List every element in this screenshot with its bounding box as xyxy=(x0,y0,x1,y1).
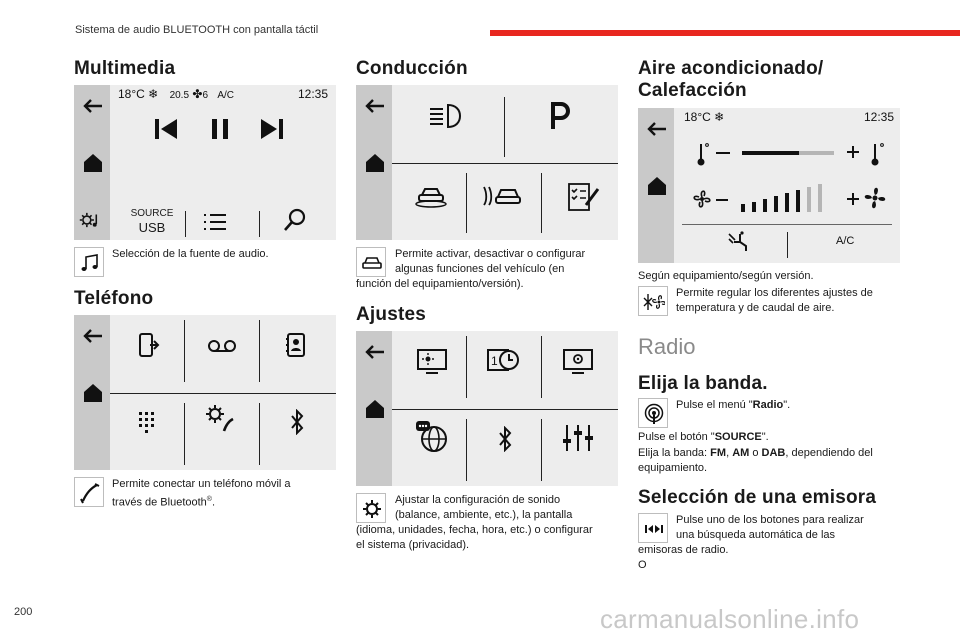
bluetooth-icon[interactable] xyxy=(497,426,513,452)
aire-screen xyxy=(638,108,900,263)
emisora-title: Selección de una emisora xyxy=(638,487,877,508)
home-icon[interactable] xyxy=(82,381,104,403)
aire-note: Según equipamiento/según versión. xyxy=(638,270,814,282)
home-icon[interactable] xyxy=(364,397,386,419)
snowflake-icon: ❄ xyxy=(148,87,159,101)
fan-bar-inactive xyxy=(818,184,822,212)
emisora-desc-line1: Pulse uno de los botones para realizar xyxy=(676,514,864,526)
band-fm: FM xyxy=(710,447,727,459)
fan-bar xyxy=(763,199,767,212)
seat-airflow-icon[interactable] xyxy=(726,231,750,253)
fan-bar xyxy=(741,204,745,212)
aire-desc-line2: temperatura y de caudal de aire. xyxy=(676,302,835,314)
fan-low-icon xyxy=(690,188,714,210)
status-temp: 18°C xyxy=(118,87,145,101)
phone-settings-icon[interactable] xyxy=(204,403,236,435)
fan-increase-button[interactable] xyxy=(846,192,860,206)
gear-icon-box xyxy=(356,493,386,523)
temp-increase-button[interactable] xyxy=(846,145,860,159)
snowflake-icon: ❄ xyxy=(714,110,725,124)
climate-fan-icon xyxy=(643,291,665,313)
settings-music-icon[interactable] xyxy=(79,209,101,231)
section-title-conduccion: Conducción xyxy=(356,58,468,79)
next-track-icon[interactable] xyxy=(258,115,286,143)
temperature-fill xyxy=(742,151,799,155)
radio-menu-name: Radio xyxy=(752,399,784,411)
conduccion-desc-line3: función del equipamiento/versión). xyxy=(356,278,524,290)
band-am: AM xyxy=(732,447,750,459)
conduccion-desc-line2: algunas funciones del vehículo (en xyxy=(395,263,565,275)
conduccion-desc-line1: Permite activar, desactivar o configurar xyxy=(395,248,586,260)
ajustes-screen xyxy=(356,331,618,486)
fan-icon: ✤ xyxy=(192,87,203,101)
previous-track-icon[interactable] xyxy=(152,115,180,143)
back-arrow-icon[interactable] xyxy=(646,118,668,140)
status-temp2: 20.5 xyxy=(169,90,190,101)
checklist-wrench-icon[interactable] xyxy=(566,181,600,213)
status-ac: A/C xyxy=(217,90,235,101)
car-icon-box xyxy=(356,247,386,277)
phone-transfer-icon[interactable] xyxy=(136,332,160,358)
thermometer-low-icon xyxy=(696,141,710,167)
display-brightness-icon[interactable] xyxy=(416,348,448,376)
emisora-desc-line3: emisoras de radio. xyxy=(638,544,729,556)
fan-bar xyxy=(752,202,756,212)
conduccion-screen xyxy=(356,85,618,240)
ajustes-desc-line1: Ajustar la configuración de sonido xyxy=(395,494,561,506)
thermometer-high-icon xyxy=(870,141,886,167)
source-button-name: SOURCE xyxy=(714,431,762,443)
contacts-icon[interactable] xyxy=(284,332,308,358)
section-title-calefaccion: Calefacción xyxy=(638,80,747,101)
language-globe-icon[interactable] xyxy=(416,421,448,453)
radio-icon-box xyxy=(638,398,668,428)
emisora-desc-line4: O xyxy=(638,559,647,571)
telefono-desc-line2: través de Bluetooth xyxy=(112,496,207,509)
music-note-icon xyxy=(79,252,101,274)
source-label: SOURCE xyxy=(130,208,174,219)
status-fan: 6 xyxy=(202,90,208,101)
radio-signal-icon xyxy=(643,403,665,425)
headlight-icon[interactable] xyxy=(428,101,464,131)
emisora-desc-line2: una búsqueda automática de las xyxy=(676,529,836,541)
fan-decrease-button[interactable] xyxy=(716,199,728,201)
home-icon[interactable] xyxy=(364,151,386,173)
home-icon[interactable] xyxy=(646,174,668,196)
fan-high-icon xyxy=(861,184,889,212)
fan-bar-inactive xyxy=(807,187,811,212)
back-arrow-icon[interactable] xyxy=(82,95,104,117)
aire-desc-line1: Permite regular los diferentes ajustes de xyxy=(676,287,873,299)
ajustes-desc-line4: el sistema (privacidad). xyxy=(356,539,470,551)
phone-icon-box xyxy=(74,477,104,507)
date-time-icon[interactable] xyxy=(486,346,522,376)
keypad-icon[interactable] xyxy=(137,410,157,436)
telefono-screen xyxy=(74,315,336,470)
display-settings-icon[interactable] xyxy=(562,348,594,376)
temperature-track[interactable] xyxy=(742,151,834,155)
parking-icon[interactable] xyxy=(549,101,571,131)
fan-bar xyxy=(785,193,789,212)
home-icon[interactable] xyxy=(82,151,104,173)
banda-title: Elija la banda. xyxy=(638,373,768,394)
watermark: carmanualsonline.info xyxy=(600,604,860,634)
equalizer-icon[interactable] xyxy=(562,423,594,453)
phone-handset-icon xyxy=(79,482,101,504)
back-arrow-icon[interactable] xyxy=(364,341,386,363)
gear-icon xyxy=(361,498,383,520)
voicemail-icon[interactable] xyxy=(207,339,237,353)
status-time: 12:35 xyxy=(298,87,329,101)
temp-decrease-button[interactable] xyxy=(716,152,730,154)
section-title-telefono: Teléfono xyxy=(74,288,154,309)
source-button[interactable] xyxy=(126,208,178,235)
fan-bar xyxy=(796,190,800,212)
telefono-desc-line1: Permite conectar un teléfono móvil a xyxy=(112,478,291,490)
multimedia-description: Selección de la fuente de audio. xyxy=(112,248,269,260)
section-title-aire: Aire acondicionado/ xyxy=(638,58,824,79)
page-number: 200 xyxy=(14,606,33,618)
seek-icon-box xyxy=(638,513,668,543)
ajustes-desc-line2: (balance, ambiente, etc.), la pantalla xyxy=(395,509,573,521)
climate-icon-box xyxy=(638,286,668,316)
status-time: 12:35 xyxy=(864,110,895,124)
vehicle-top-icon[interactable] xyxy=(414,183,448,209)
section-title-multimedia: Multimedia xyxy=(74,58,176,79)
source-value: USB xyxy=(138,220,166,235)
ac-button[interactable]: A/C xyxy=(836,235,855,247)
list-icon[interactable] xyxy=(202,212,228,232)
fan-bar xyxy=(774,196,778,212)
page-header-title: Sistema de audio BLUETOOTH con pantalla táctil xyxy=(75,24,319,36)
parking-assist-icon[interactable] xyxy=(482,185,522,207)
bluetooth-icon[interactable] xyxy=(289,409,305,435)
section-title-radio: Radio xyxy=(638,334,696,359)
pause-icon[interactable] xyxy=(206,115,234,143)
back-arrow-icon[interactable] xyxy=(82,325,104,347)
band-dab: DAB xyxy=(761,447,786,459)
seek-buttons-icon xyxy=(643,518,665,540)
multimedia-screen xyxy=(74,85,336,240)
car-icon xyxy=(361,252,383,274)
back-arrow-icon[interactable] xyxy=(364,95,386,117)
banda-line-end: equipamiento. xyxy=(638,462,708,474)
section-title-ajustes: Ajustes xyxy=(356,304,427,325)
status-temp: 18°C xyxy=(684,110,711,124)
music-note-icon-box xyxy=(74,247,104,277)
header-accent-bar xyxy=(490,30,960,36)
ajustes-desc-line3: (idioma, unidades, fecha, hora, etc.) o configurar xyxy=(356,524,593,536)
search-icon[interactable] xyxy=(282,207,308,233)
svg-text:1: 1 xyxy=(491,354,498,368)
